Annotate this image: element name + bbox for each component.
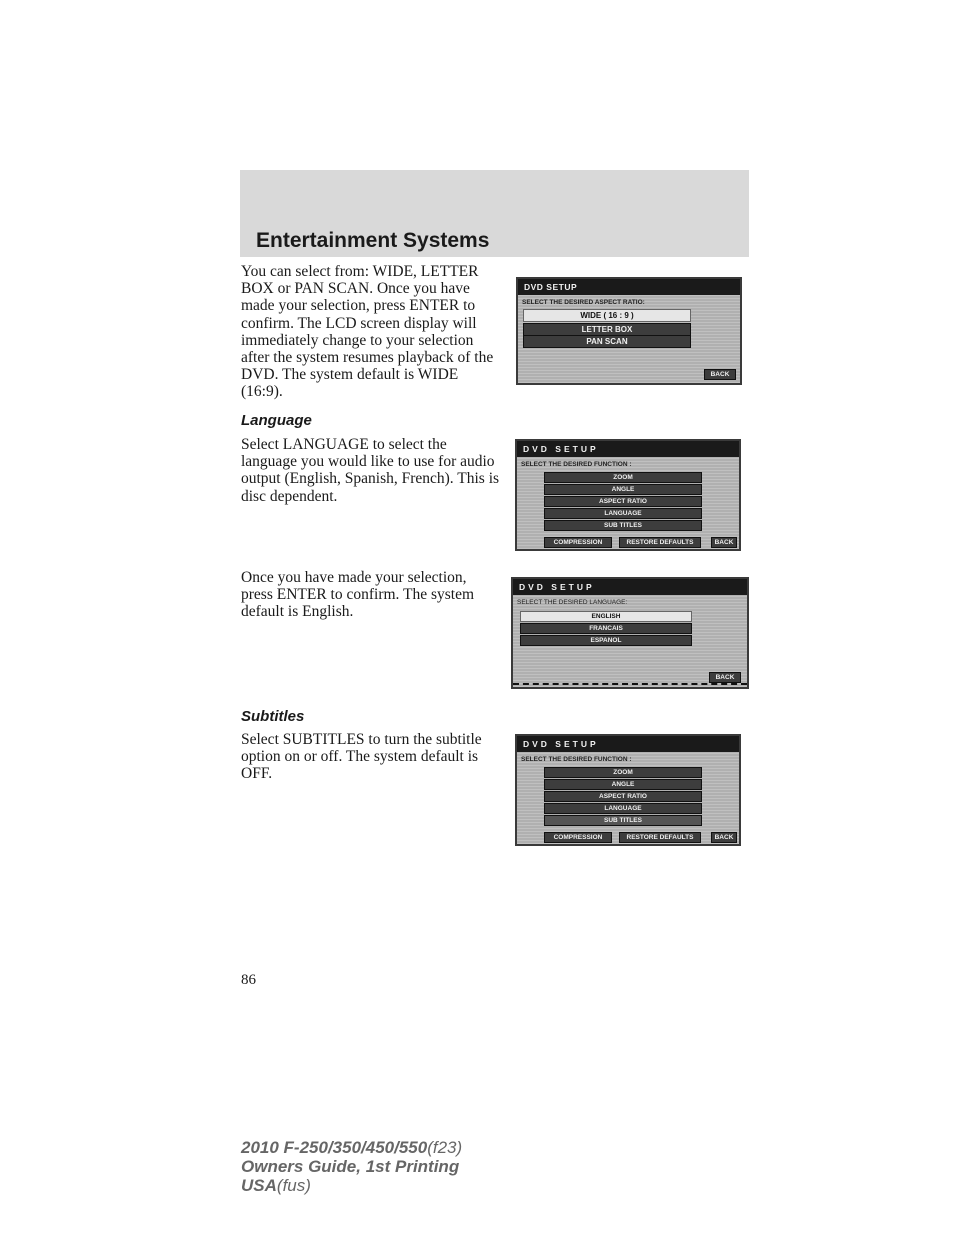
back-button[interactable]: BACK: [711, 537, 737, 548]
function-menu-screen-subtitles: [515, 734, 741, 846]
option-aspect-ratio[interactable]: ASPECT RATIO: [544, 496, 702, 507]
language-confirm-paragraph: Once you have made your selection, press ENTER to confirm. The system default is English.: [241, 569, 475, 621]
option-francais[interactable]: FRANCAIS: [520, 623, 692, 634]
option-sub-titles[interactable]: SUB TITLES: [544, 815, 702, 826]
subtitles-subhead: Subtitles: [241, 708, 305, 725]
screen-prompt: SELECT THE DESIRED LANGUAGE:: [517, 599, 628, 606]
section-header-band: [240, 170, 749, 257]
compression-button[interactable]: COMPRESSION: [544, 537, 612, 548]
option-aspect-ratio[interactable]: ASPECT RATIO: [544, 791, 702, 802]
option-pan-scan[interactable]: PAN SCAN: [523, 335, 691, 348]
compression-button[interactable]: COMPRESSION: [544, 832, 612, 843]
language-paragraph: Select LANGUAGE to select the language you would like to use for audio output (English, Spanish, French). This is disc dependent.: [241, 436, 500, 505]
option-language[interactable]: LANGUAGE: [544, 803, 702, 814]
screen-title: DVD SETUP: [513, 579, 747, 595]
footer-region-code: (fus): [276, 1176, 311, 1195]
back-button[interactable]: BACK: [709, 672, 741, 683]
aspect-ratio-screen: [516, 277, 742, 385]
screen-prompt: SELECT THE DESIRED FUNCTION :: [521, 461, 632, 468]
option-sub-titles[interactable]: SUB TITLES: [544, 520, 702, 531]
option-zoom[interactable]: ZOOM: [544, 767, 702, 778]
option-angle[interactable]: ANGLE: [544, 779, 702, 790]
restore-defaults-button[interactable]: RESTORE DEFAULTS: [619, 537, 701, 548]
page-number: 86: [241, 972, 256, 988]
footer-model-code: (f23): [427, 1138, 463, 1157]
option-espanol[interactable]: ESPANOL: [520, 635, 692, 646]
subtitles-paragraph: Select SUBTITLES to turn the subtitle option on or off. The system default is OFF.: [241, 731, 482, 783]
option-language[interactable]: LANGUAGE: [544, 508, 702, 519]
back-button[interactable]: BACK: [704, 369, 736, 380]
restore-defaults-button[interactable]: RESTORE DEFAULTS: [619, 832, 701, 843]
screen-title: DVD SETUP: [517, 736, 739, 752]
option-english[interactable]: ENGLISH: [520, 611, 692, 622]
option-angle[interactable]: ANGLE: [544, 484, 702, 495]
screen-prompt: SELECT THE DESIRED FUNCTION :: [521, 756, 632, 763]
language-subhead: Language: [241, 412, 312, 429]
function-menu-screen-language: [515, 439, 741, 551]
footer-printing: Owners Guide, 1st Printing: [241, 1157, 460, 1176]
screen-title: DVD SETUP: [517, 441, 739, 457]
option-zoom[interactable]: ZOOM: [544, 472, 702, 483]
screen-bottom-dashes: [513, 683, 747, 685]
document-footer: [241, 1138, 462, 1195]
option-letter-box[interactable]: LETTER BOX: [523, 323, 691, 336]
aspect-ratio-paragraph: You can select from: WIDE, LETTER BOX or PAN SCAN. Once you have made your selection, press ENTER to confirm. The LCD screen display will immediately change to your selection after the system resumes playback of the DVD. The system default is WIDE (16:9).: [241, 263, 494, 401]
section-title: Entertainment Systems: [256, 229, 490, 252]
screen-prompt: SELECT THE DESIRED ASPECT RATIO:: [522, 299, 645, 306]
footer-model: 2010 F-250/350/450/550: [241, 1138, 428, 1157]
screen-title: DVD SETUP: [518, 279, 740, 295]
back-button[interactable]: BACK: [711, 832, 737, 843]
option-wide[interactable]: WIDE ( 16 : 9 ): [523, 309, 691, 322]
language-select-screen: [511, 577, 749, 689]
footer-region: USA: [241, 1176, 277, 1195]
